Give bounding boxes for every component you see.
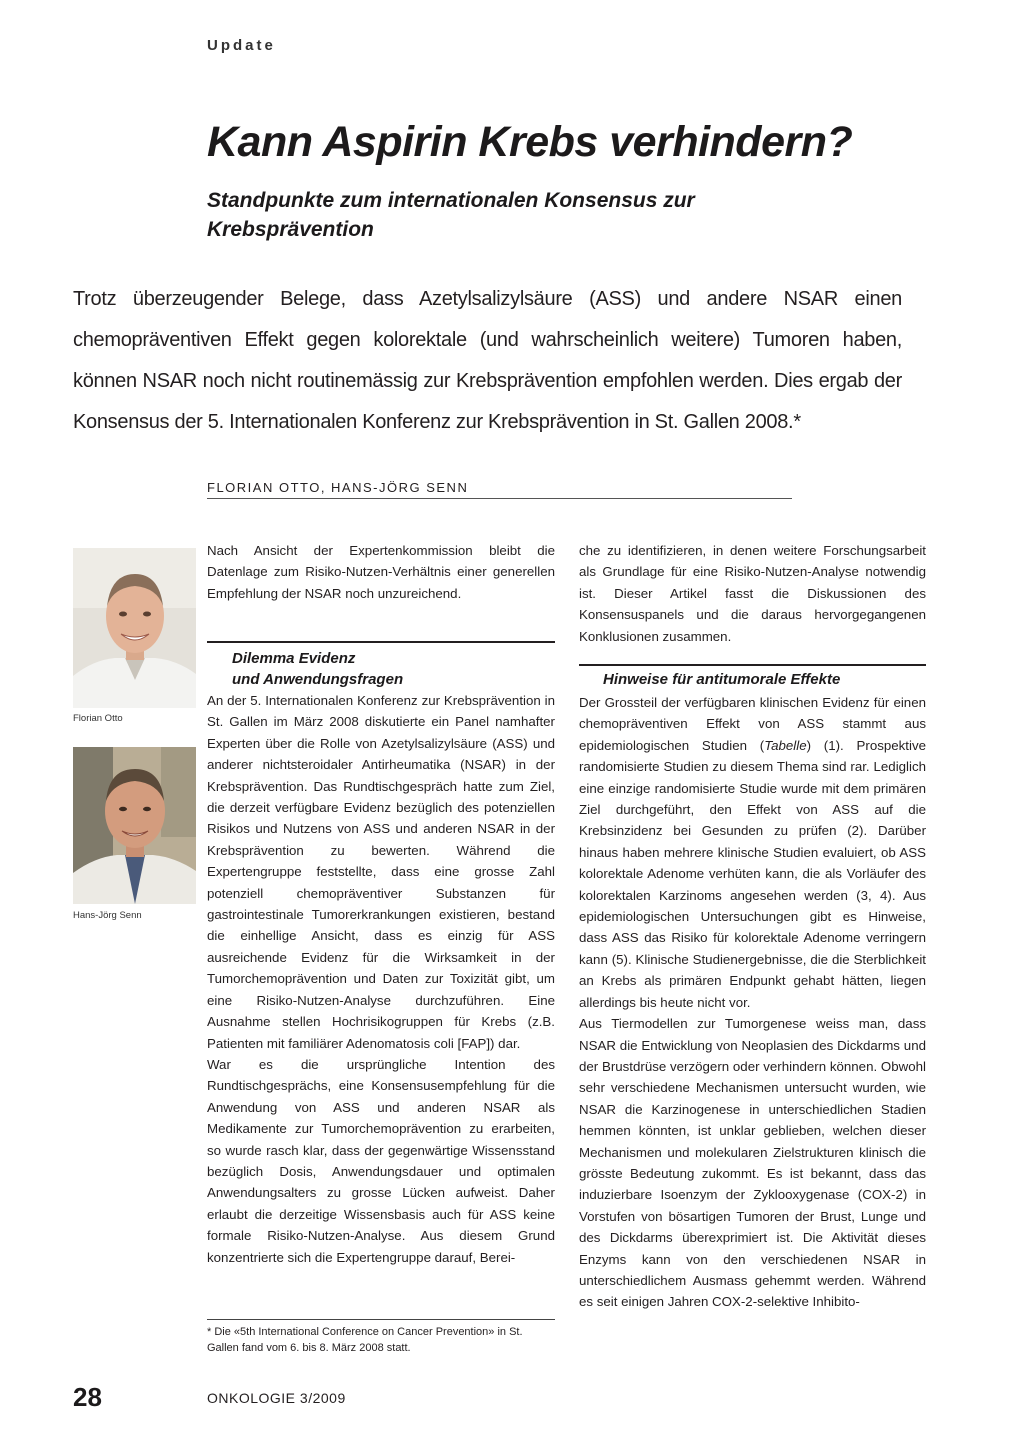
portrait-senn-image bbox=[73, 747, 196, 904]
section-divider-1 bbox=[207, 641, 555, 643]
table-reference: Tabelle bbox=[764, 737, 807, 753]
photo-caption-otto: Florian Otto bbox=[73, 713, 123, 724]
column-1-intro bbox=[207, 540, 555, 604]
heading-line-2: und Anwendungsfragen bbox=[232, 671, 404, 688]
heading-line-1: Dilemma Evidenz bbox=[232, 650, 356, 667]
body-text-3b: ) (1). Prospektive randomisierte Studien zu diesem Thema sind rar. Lediglich eine einzige randomisierte Studie wurde mit dem primären Ziel durchgeführt, den Effekt von ASS auf die Krebsinzidenz bei Gesunden zu prüfen (2). Darüber hinaus haben mehrere klinische Studien evaluiert, ob ASS kolorektale Adenome verhüten kann, die als Vorläufer des kolorektalen Karzinoms angesehen werden (3, 4). Aus epidemiologischen Untersuchungen gibt es Hinweise, dass ASS das Risiko für kolorektale Adenome verringern kann (5). Klinische Studienergebnisse, die die Sterblichkeit an Krebs als primären Endpunkt gehabt hätten, liegen allerdings bis heute nicht vor. bbox=[579, 737, 926, 1010]
section-divider-2 bbox=[579, 664, 926, 666]
section-tag: Update bbox=[207, 37, 276, 54]
author-photo-senn bbox=[73, 747, 196, 904]
lead-text: Trotz überzeugender Belege, dass Azetylsalizylsäure (ASS) und andere NSAR einen chemopräventiven Effekt gegen kolorektale (und wahrscheinlich weitere) Tumoren haben, können NSAR noch nicht routinemässig zur Krebsprävention empfohlen werden. Dies ergab der Konsensus der 5. Internationalen Konferenz zur Krebsprävention in St. Gallen 2008.* bbox=[73, 288, 902, 433]
column-2-body bbox=[579, 692, 926, 1313]
author-photo-otto bbox=[73, 548, 196, 708]
continued-paragraph: che zu identifizieren, in denen weitere Forschungsarbeit als Grundlage für eine Risiko-Nutzen-Analyse notwendig ist. Dieser Artikel fasst die Diskussionen des Konsensuspanels und die daraus hervorgegangenen Konklusionen zusammen. bbox=[579, 543, 926, 644]
body-paragraph-4: Aus Tiermodellen zur Tumorgenese weiss man, dass NSAR die Entwicklung von Neoplasien des Dickdarms und der Brustdrüse verzögern oder verhindern können. Obwohl sehr verschiedene Mechanismen untersucht wurden, wie NSAR die Karzinogenese in unterschiedlichen Stadien hemmen könnten, ist unklar geblieben, welchen dieser Mechanismen und molekularen Zielstrukturen klinisch die grösste Bedeutung zukommt. Es ist bekannt, dass das induzierbare Isoenzym der Zyklooxygenase (COX-2) in Vorstufen von bösartigen Tumoren der Brust, Lunge und des Dickdarms überexprimiert ist. Die Aktivität dieses Enzyms kann von den verschiedenen NSAR in unterschiedlichem Ausmass gehemmt werden. Während es seit einigen Jahren COX-2-selektive Inhibito- bbox=[579, 1016, 926, 1310]
body-paragraph-3 bbox=[579, 692, 926, 1013]
section-heading-hinweise: Hinweise für antitumorale Effekte bbox=[603, 671, 841, 688]
body-paragraph-1: An der 5. Internationalen Konferenz zur Krebsprävention in St. Gallen im März 2008 diskutierte ein Panel namhafter Experten über die Rolle von Azetylsalizylsäure (ASS) und anderer nichtsteroidaler Antirheumatika (NSAR) in der Krebsprävention. Das Rundtischgespräch hatte zum Ziel, die derzeit verfügbare Evidenz bezüglich des potenziellen Risikos und Nutzens von ASS und anderen NSAR in der Krebsprävention zu bewerten. Während die Expertengruppe feststellte, dass eine grosse Zahl potenziell chemopräventiver Substanzen für gastrointestinale Tumorerkrankungen existieren, bestand die einhellige Ansicht, dass es einzig für ASS ausreichende Evidenz für die Wirksamkeit in der Tumorchemoprävention und Daten zur Toxizität gibt, um eine Risiko-Nutzen-Analyse durchzuführen. Eine Ausnahme stellen Hochrisikogruppen für Krebs (z.B. Patienten mit familiärer Adenomatosis coli [FAP]) dar. bbox=[207, 693, 555, 1051]
section-heading-dilemma bbox=[232, 648, 555, 690]
intro-paragraph: Nach Ansicht der Expertenkommission bleibt die Datenlage zum Risiko-Nutzen-Verhältnis einer generellen Empfehlung der NSAR noch unzureichend. bbox=[207, 543, 555, 601]
body-text-3a: Der Grossteil der verfügbaren klinischen Evidenz für einen chemopräventiven Effekt von ASS stammt aus epidemiologischen Studien ( bbox=[579, 695, 926, 753]
column-2-intro bbox=[579, 540, 926, 647]
column-1-body bbox=[207, 690, 555, 1268]
article-title: Kann Aspirin Krebs verhindern? bbox=[207, 118, 853, 166]
body-paragraph-2: War es die ursprüngliche Intention des Rundtischgesprächs, eine Konsensusempfehlung für die Anwendung von ASS und anderen NSAR als Medikamente zur Tumorchemoprävention zu erarbeiten, so wurde rasch klar, dass der gegenwärtige Wissensstand bezüglich Dosis, Anwendungsdauer und optimalen Anwendungsalters zu grosse Lücken aufweist. Daher erlaubt die derzeitige Wissensbasis auch für ASS keine formale Risiko-Nutzen-Analyse. Aus diesem Grund konzentrierte sich die Expertengruppe darauf, Berei- bbox=[207, 1056, 555, 1265]
lead-paragraph bbox=[73, 279, 902, 443]
portrait-otto-image bbox=[73, 548, 196, 708]
footnote-divider bbox=[207, 1319, 555, 1320]
article-subtitle: Standpunkte zum internationalen Konsensus zur Krebsprävention bbox=[207, 189, 695, 241]
footnote: * Die «5th International Conference on Cancer Prevention» in St. Gallen fand vom 6. bis 8. März 2008 statt. bbox=[207, 1326, 523, 1354]
photo-caption-senn: Hans-Jörg Senn bbox=[73, 910, 142, 921]
author-line: FLORIAN OTTO, HANS-JÖRG SENN bbox=[207, 480, 469, 495]
journal-issue: ONKOLOGIE 3/2009 bbox=[207, 1390, 346, 1406]
author-divider bbox=[207, 498, 792, 499]
page-number: 28 bbox=[73, 1382, 102, 1412]
